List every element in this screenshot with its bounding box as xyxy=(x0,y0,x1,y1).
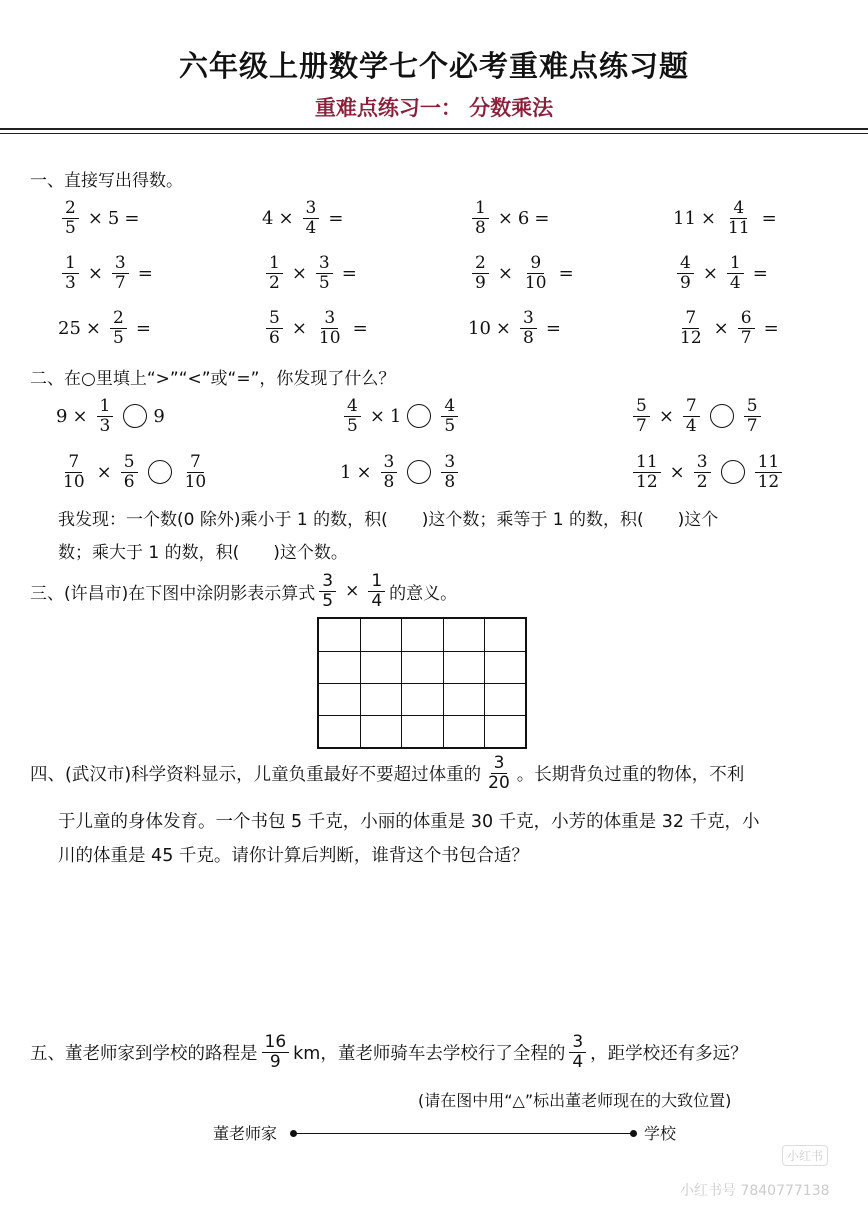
s2-finding-line2: 数；乘大于 1 的数，积( )这个数。 xyxy=(58,543,348,563)
watermark-badge: 小红书 xyxy=(782,1145,828,1166)
s1-item-8: $\frac{4}{9}$ × $\frac{1}{4}$ = xyxy=(673,251,773,295)
s4-line1: 四、(武汉市)科学资料显示，儿童负重最好不要超过体重的 $\frac{3}{20}$ 。长期背负过重的物体，不利 xyxy=(30,752,745,793)
route-start-label: 董老师家 xyxy=(213,1124,278,1143)
s1-item-10: $\frac{5}{6}$ × $\frac{3}{10}$ = xyxy=(262,306,373,350)
s1-item-3: $\frac{1}{8}$ × 6 = xyxy=(468,196,554,240)
s1-item-2: 4 × $\frac{3}{4}$ = xyxy=(262,197,344,238)
s2-finding-line1: 我发现：一个数(0 除外)乘小于 1 的数，积( )这个数；乘等于 1 的数，积( )这个 xyxy=(58,510,719,530)
s1-item-7: $\frac{2}{9}$ × $\frac{9}{10}$ = xyxy=(468,251,579,295)
s5-note: (请在图中用“△”标出董老师现在的大致位置) xyxy=(418,1091,732,1110)
header-rule-top xyxy=(0,128,868,130)
s2-item-3: $\frac{5}{7}$ × $\frac{7}{4}$ $\frac{5}{7}$ xyxy=(629,394,765,438)
s4-line3: 川的体重是 45 千克。请你计算后判断，谁背这个书包合适？ xyxy=(58,846,529,866)
s2-item-2: $\frac{4}{5}$ × 1 $\frac{4}{5}$ xyxy=(340,394,462,438)
page-subtitle: 重难点练习一： 分数乘法 xyxy=(314,96,554,120)
s1-item-12: $\frac{7}{12}$ × $\frac{6}{7}$ = xyxy=(680,307,779,348)
s2-item-4: $\frac{7}{10}$ × $\frac{5}{6}$ $\frac{7}{10}$ xyxy=(63,451,207,492)
s5-question: 五、董老师家到学校的路程是 $\frac{16}{9}$ km，董老师骑车去学校行了全程的 $\frac{3}{4}$ ，距学校还有多远？ xyxy=(30,1031,748,1072)
grid-row-line xyxy=(319,715,525,716)
s2-item-5: 1 × $\frac{3}{8}$ $\frac{3}{8}$ xyxy=(340,450,462,494)
route-line[interactable] xyxy=(294,1133,634,1134)
compare-circle[interactable] xyxy=(407,460,431,484)
s2-item-6: $\frac{11}{12}$ × $\frac{3}{2}$ $\frac{11}{12}$ xyxy=(629,450,786,494)
watermark-text: 小红书号 7840777138 xyxy=(680,1183,830,1199)
s1-item-1: $\frac{2}{5}$ × 5 = xyxy=(58,196,144,240)
section1-heading: 一、直接写出得数。 xyxy=(30,171,183,191)
route-end-dot xyxy=(630,1130,637,1137)
header-rule-bottom xyxy=(0,133,868,134)
compare-circle[interactable] xyxy=(710,404,734,428)
s1-item-4: 11 × $\frac{4}{11}$ = xyxy=(673,197,777,238)
compare-circle[interactable] xyxy=(721,460,745,484)
s1-item-5: $\frac{1}{3}$ × $\frac{3}{7}$ = xyxy=(58,251,158,295)
grid-row-line xyxy=(319,683,525,684)
page-title: 六年级上册数学七个必考重难点练习题 xyxy=(178,49,689,83)
s1-item-9: 25 × $\frac{2}{5}$ = xyxy=(58,307,151,348)
compare-circle[interactable] xyxy=(148,460,172,484)
route-end-label: 学校 xyxy=(644,1124,677,1143)
compare-circle[interactable] xyxy=(123,404,147,428)
shading-grid[interactable] xyxy=(317,617,527,749)
grid-row-line xyxy=(319,651,525,652)
section2-heading: 二、在○里填上“>”“<”或“=”，你发现了什么？ xyxy=(30,369,396,389)
s2-item-1: 9 × $\frac{1}{3}$ 9 xyxy=(56,395,165,436)
section3-heading: 三、(许昌市)在下图中涂阴影表示算式 $\frac{3}{5}$ × $\frac{1}{4}$ 的意义。 xyxy=(30,570,458,611)
s1-item-11: 10 × $\frac{3}{8}$ = xyxy=(468,307,561,348)
s1-item-6: $\frac{1}{2}$ × $\frac{3}{5}$ = xyxy=(262,251,362,295)
s4-line2: 于儿童的身体发育。一个书包 5 千克，小丽的体重是 30 千克，小芳的体重是 32 千克，小 xyxy=(58,812,760,832)
compare-circle[interactable] xyxy=(407,404,431,428)
